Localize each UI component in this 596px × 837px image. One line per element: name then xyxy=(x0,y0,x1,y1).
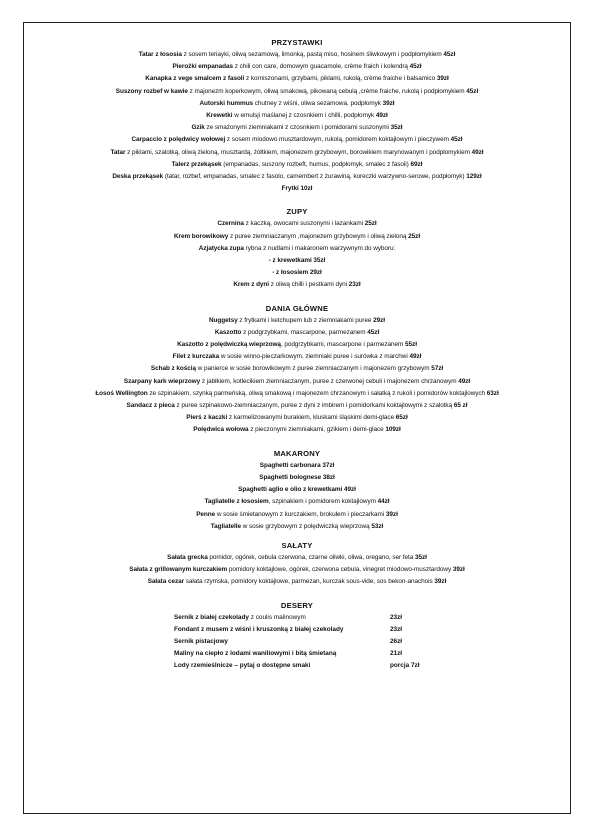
item-name: Sałata z grillowanym kurczakiem xyxy=(129,566,228,574)
item-name: Pierś z kaczki xyxy=(186,414,228,422)
item-price: 45zł xyxy=(441,51,456,58)
menu-item xyxy=(24,134,570,146)
item-description: z podgrzybkami, mascarpone, parmezanem xyxy=(241,328,366,336)
item-price: 10zł xyxy=(298,185,313,193)
item-price: 25zł xyxy=(406,232,421,240)
item-description: w panierce w sosie borowikowym z puree ziemniaczanym i majonezem grzybowym xyxy=(196,365,430,373)
menu-item xyxy=(24,660,570,672)
item-name: Suszony rozbef w kawie xyxy=(115,87,188,95)
item-name: Krem z dyni xyxy=(233,281,270,289)
menu-item xyxy=(24,159,570,171)
item-description: z karmelizowanymi burakiem, kluskami śląskimi demi-glace xyxy=(227,414,395,422)
section-desery xyxy=(24,599,570,672)
item-price: 39zł xyxy=(432,578,447,586)
item-price: 49zł xyxy=(374,112,388,120)
item-name: Pierożki empanadas xyxy=(172,63,234,71)
item-description: w sosie winno-pieczarkowym, ziemniaki puree i surówka z marchwi xyxy=(219,353,408,361)
item-description: chutney z wiśni, oliwa sezamowa, podpłomyk xyxy=(253,99,381,107)
item-name: Kaszotto xyxy=(214,328,242,336)
item-description: z pieczonymi ziemniakami, gzikiem i demi-glace xyxy=(248,426,384,434)
item-description: (tatar, rozbef, empanadas, smalec z fasolo, camembert z żurawiną, koreczki warzywno-serowe, podpłomyk) xyxy=(163,173,465,181)
item-name: Nuggetsy xyxy=(208,316,238,324)
menu-item xyxy=(24,147,570,159)
section-spacer xyxy=(24,437,570,447)
item-name: Tatar z łososia xyxy=(138,51,182,58)
section-title: MAKARONY xyxy=(273,448,321,458)
menu-item xyxy=(24,267,570,279)
item-price: 53zł xyxy=(369,522,384,530)
item-price: 63zł xyxy=(485,389,499,397)
item-price: 49zł xyxy=(456,377,471,385)
item-price: 35zł xyxy=(388,124,403,132)
item-description: z coulis malinowym xyxy=(248,613,306,621)
item-name: Schab z kością xyxy=(150,365,196,373)
menu-item xyxy=(24,231,570,243)
item-description: z puree ziemniaczanym ,majonezem grzybowym i oliwą zieloną xyxy=(228,232,407,240)
item-description: pomidor, ogórek, cebula czerwona, czarne oliwki, oliwa, oregano, ser feta xyxy=(207,553,414,561)
item-name-bold: Sernik z białej czekolady xyxy=(174,613,249,621)
menu-item xyxy=(24,564,570,576)
item-name-bold: Lody rzemieślnicze – pytaj o dostępne smaki xyxy=(174,661,311,669)
menu-item xyxy=(24,86,570,98)
item-name xyxy=(174,624,343,636)
menu-item xyxy=(24,122,570,134)
menu-item xyxy=(24,636,570,648)
menu-item xyxy=(24,279,570,291)
item-description: ze smażonymi ziemniakami z czosnkiem i pomidorami suszonymi xyxy=(204,124,389,132)
item-name: Polędwica wołowa xyxy=(193,426,249,434)
item-name: Sałata grecka xyxy=(167,553,208,561)
item-name xyxy=(174,648,336,660)
item-description: w sosie śmietanowym z kurczakiem, brokułem i pieczarkami xyxy=(215,510,385,518)
item-description: , szpinakiem i pomidorem koktajlowym xyxy=(268,498,376,506)
menu-item xyxy=(24,484,570,496)
item-price: 109zł xyxy=(383,426,401,434)
section-title: ZUPY xyxy=(286,207,308,217)
item-price: 55zł xyxy=(403,341,417,349)
section-title: SAŁATY xyxy=(281,540,313,550)
section-spacer xyxy=(24,589,570,599)
item-name: Kaszotto z polędwiczką wieprzową xyxy=(177,341,281,349)
item-price: 49zł xyxy=(469,148,484,156)
item-price: 45zł xyxy=(407,63,422,71)
menu-item xyxy=(24,424,570,436)
item-name: Spaghetti bolognese 38zł xyxy=(259,473,335,481)
item-description: (empanadas, suszony rozbeft, humus, podpłomyk, smalec z fasoli) xyxy=(221,160,409,168)
item-name: Autorski hummus xyxy=(199,99,254,107)
section-title: DESERY xyxy=(280,600,314,610)
item-description: sałata rzymska, pomidory koktajlowe, parmezan, kurczak sous-vide, sos bekon-anachois xyxy=(184,578,433,586)
item-price: 25zł xyxy=(363,220,377,228)
menu-item xyxy=(24,73,570,85)
section-dania xyxy=(24,302,570,437)
item-price: 39zł xyxy=(384,510,398,518)
item-name: Gzik xyxy=(191,124,205,132)
section-spacer xyxy=(24,292,570,302)
item-name: Krewetki xyxy=(206,112,233,120)
item-price: 45zł xyxy=(448,136,463,144)
menu-item xyxy=(24,183,570,195)
menu-item xyxy=(24,243,570,255)
item-name xyxy=(174,660,310,672)
menu-item xyxy=(24,98,570,110)
item-description: pomidory koktajlowe, ogórek, czerwona cebula, vinegret miodowo-musztardowy xyxy=(227,566,452,574)
item-name: Deska przekąsek xyxy=(112,173,164,181)
menu-item xyxy=(24,363,570,375)
section-title: PRZYSTAWKI xyxy=(271,38,323,47)
item-price: 35zł xyxy=(413,553,427,561)
item-price: 57zł xyxy=(429,365,444,373)
menu-item xyxy=(24,339,570,351)
item-price: 21zł xyxy=(390,649,403,657)
item-price: 49zł xyxy=(407,353,422,361)
item-name: Penne xyxy=(196,510,216,518)
item-name-bold: Sernik pistacjowy xyxy=(174,637,228,645)
item-name xyxy=(174,612,306,624)
item-price: 65zł xyxy=(394,414,408,422)
item-price: 23zł xyxy=(390,625,403,633)
item-description: z kaczką, owocami suszonymi i lazankami xyxy=(243,220,364,228)
menu-item xyxy=(24,509,570,521)
menu-item xyxy=(24,552,570,564)
item-name: Azjatycka zupa xyxy=(198,244,244,252)
section-zupy xyxy=(24,205,570,291)
menu-page xyxy=(23,22,571,814)
menu-item xyxy=(24,327,570,339)
item-name: - z krewetkami 35zł xyxy=(268,257,326,265)
menu-item xyxy=(24,496,570,508)
item-price: 39zł xyxy=(451,566,465,574)
item-price: 44zł xyxy=(375,498,390,506)
item-name: Szarpany kark wieprzowy xyxy=(123,377,201,385)
menu-item xyxy=(24,521,570,533)
item-name: Carpaccio z polędwicy wołowej xyxy=(131,136,226,144)
item-name: Tagliatelle z łososiem xyxy=(204,498,269,506)
menu-item xyxy=(24,412,570,424)
item-name: Łosoś Wellington xyxy=(95,389,148,397)
item-price: 129zł xyxy=(464,173,482,181)
item-name: Sałata cezar xyxy=(147,578,185,586)
item-price: 39zł xyxy=(435,75,449,83)
section-spacer xyxy=(24,195,570,205)
item-price: 45zł xyxy=(365,328,380,336)
menu-item xyxy=(24,171,570,183)
menu-item xyxy=(24,400,570,412)
menu-item xyxy=(24,472,570,484)
item-price: 23zł xyxy=(347,281,361,289)
item-description: z korniszonami, grzybami, piklami, rukolą, crème fraiche i balsamico xyxy=(244,75,436,83)
item-name: Frytki xyxy=(281,185,299,193)
item-description: ze szpinakiem, szynką parmeńską, oliwą smakową i majonezem chrzanowym i sałatką z rukoli i pomidorów koktajlowych xyxy=(147,389,486,397)
item-name: Spaghetti carbonara 37zł xyxy=(259,461,335,469)
item-price: 65 zł xyxy=(452,402,468,410)
item-name: Spaghetti aglio e olio z krewetkami 49zł xyxy=(238,486,356,494)
menu-item xyxy=(24,218,570,230)
menu-item xyxy=(24,351,570,363)
item-description: z puree szpinakowo-ziemniaczanym, puree z dyni z imbirem i pomidorkami koktajlowymi z szalotką xyxy=(174,402,453,410)
menu-item xyxy=(24,576,570,588)
item-price: 26zł xyxy=(390,637,403,645)
item-price: porcja 7zł xyxy=(390,661,420,669)
menu-item xyxy=(24,315,570,327)
item-name: Tatar xyxy=(110,148,126,156)
menu-content xyxy=(24,36,570,672)
item-price: 69zł xyxy=(408,160,423,168)
item-price: 39zł xyxy=(380,99,395,107)
item-description: z piklami, szalotką, oliwą zieloną, musztardą, żółtkiem, majonezem grzybowym, borowikiem marynowanym i podpłomykiem xyxy=(125,148,470,156)
section-makarony xyxy=(24,447,570,533)
menu-item xyxy=(24,624,570,636)
item-name: Sandacz z pieca xyxy=(126,402,175,410)
menu-item xyxy=(24,648,570,660)
item-name: Krem borowikowy xyxy=(173,232,229,240)
item-name: - z łososiem 29zł xyxy=(272,269,322,277)
item-name-bold: Fondant z musem z wiśni i kruszonką z białej czekolady xyxy=(174,625,344,633)
item-description: z majonezm koperkowym, oliwą smakową, pikowaną cebulą ,crème fraiche, rukolą i podpłomykiem xyxy=(187,87,465,95)
item-description: z chili con care, domowym guacamole, crème fraich i kolendrą xyxy=(233,63,408,71)
section-salaty xyxy=(24,539,570,589)
item-name: Tagliatelle xyxy=(210,522,241,530)
item-description: z oliwą chilli i pestkami dyni xyxy=(269,281,348,289)
section-przystawki xyxy=(24,36,570,195)
menu-item xyxy=(24,388,570,400)
item-description: z sosem miodowo musztardowym, rukolą, pomidorem koktajlowym i pieczywem xyxy=(225,136,449,144)
item-description: z frytkami i ketchupem lub z ziemniakami puree xyxy=(237,316,372,324)
item-name: Czernina xyxy=(217,220,244,228)
item-description: , podgrzybkami, mascarpone i parmezanem xyxy=(280,341,404,349)
menu-item xyxy=(24,612,570,624)
item-description: w emulsji maślanej z czosnkiem i chilli, podpłomyk xyxy=(232,112,375,120)
menu-item xyxy=(24,255,570,267)
item-description: rybna z nudlami i makaronem warzywnym do wyboru: xyxy=(243,244,396,252)
item-name-bold: Maliny na ciepło z lodami waniliowymi i bitą śmietaną xyxy=(174,649,337,657)
item-name: Kanapka z vege smalcem z fasoli xyxy=(145,75,245,83)
menu-item xyxy=(24,49,570,61)
item-price: 45zł xyxy=(464,87,479,95)
item-price: 29zł xyxy=(371,316,385,324)
item-description: z sosem teriayki, oliwą sezamową, limonką, pastą miso, hosinem śliwkowym i podpłomykiem xyxy=(181,51,442,58)
item-name: Talerz przekąsek xyxy=(171,160,222,168)
item-price: 23zł xyxy=(390,613,403,621)
item-name xyxy=(174,636,228,648)
section-title: DANIA GŁÓWNE xyxy=(265,303,329,313)
item-description: z jabłkiem, kotlecikiem ziemniaczanym, puree z czerwonej cebuli i majonezem chrzanowym xyxy=(200,377,457,385)
item-name: Filet z kurczaka xyxy=(172,353,220,361)
menu-item xyxy=(24,110,570,122)
menu-item xyxy=(24,376,570,388)
menu-item xyxy=(24,61,570,73)
item-description: w sosie grzybowym z polędwiczką wieprzową xyxy=(241,522,370,530)
menu-item xyxy=(24,460,570,472)
